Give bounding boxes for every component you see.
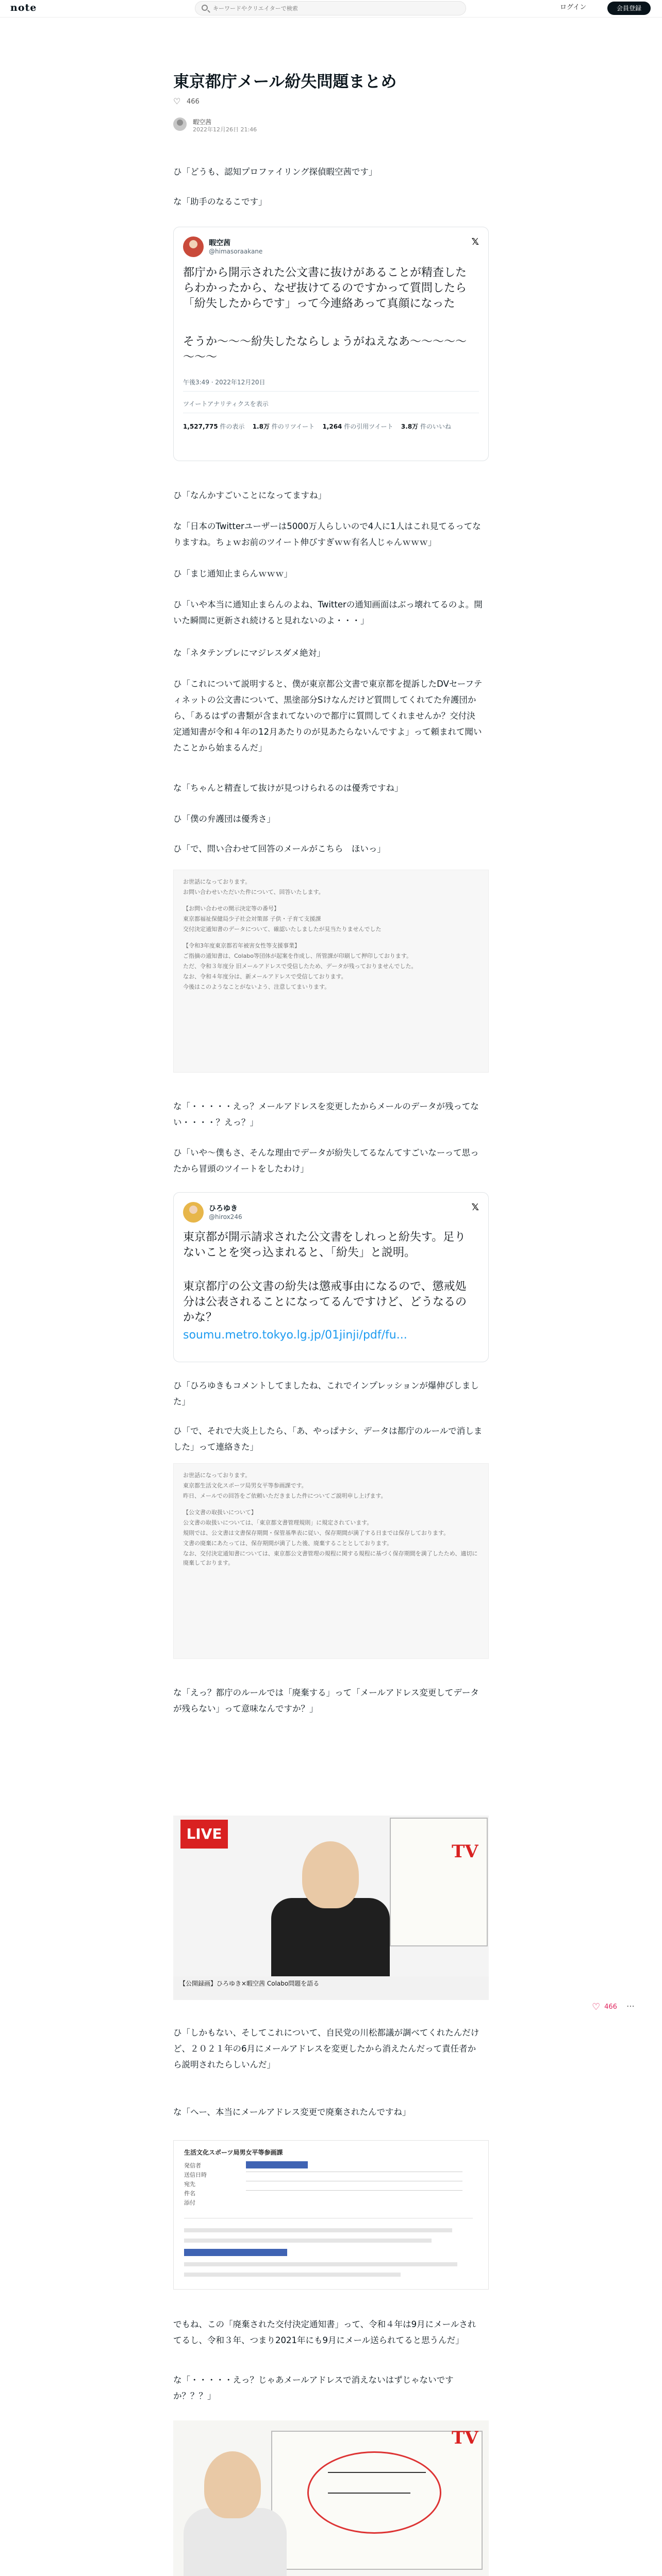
email-line: 【お問い合わせの開示決定等の番号】 bbox=[183, 905, 279, 912]
tweet-text: 都庁から開示された公文書に抜けがあることが精査したらわかったから、なぜ抜けてるのですかって質問したら「紛失したからです」って今連絡あって真顔になった bbox=[183, 266, 467, 310]
video-thumbnail[interactable] bbox=[173, 1805, 489, 2000]
tweet-avatar bbox=[183, 1202, 204, 1223]
redaction-bar bbox=[184, 2249, 287, 2256]
redaction-bar bbox=[246, 2161, 308, 2168]
field-label: 送信日時 bbox=[184, 2172, 207, 2178]
like-label: 件のいいね bbox=[420, 423, 452, 430]
email-line: お世話になっております。 bbox=[183, 1472, 251, 1479]
author-name[interactable]: 暇空茜 bbox=[193, 118, 212, 126]
article-title: 東京都庁メール紛失問題まとめ bbox=[173, 73, 397, 91]
tv-logo: TV bbox=[452, 1841, 478, 1862]
email-line: 東京都生活文化スポーツ局男女平等参画課です。 bbox=[183, 1482, 307, 1489]
publish-date: 2022年12月26日 21:46 bbox=[193, 126, 257, 133]
video-thumbnail[interactable] bbox=[173, 2420, 489, 2576]
tweet-text: 東京都庁の公文書の紛失は懲戒事由になるので、懲戒処分は公表されることになってるんですけど、どうなるのかな？ bbox=[183, 1280, 467, 1324]
tweet-author-name: ひろゆき bbox=[209, 1205, 238, 1213]
quote-count: 1,264 bbox=[322, 423, 342, 430]
live-badge: LIVE bbox=[180, 1820, 228, 1849]
paragraph: ひ「いや本当に通知止まらんのよね、Twitterの通知画面はぶっ壊れてるのよ。開いた瞬間に更新され続けると見れないのよ・・・」 bbox=[173, 600, 483, 625]
tweet-text: そうか～～～紛失したならしょうがねえなあ～～～～～～～～ bbox=[183, 335, 467, 364]
view-label: 件の表示 bbox=[220, 423, 245, 430]
floating-like-bar bbox=[592, 2001, 635, 2012]
heart-icon[interactable] bbox=[173, 98, 180, 104]
paragraph: な「ネタテンプレにマジレスダメ絶対」 bbox=[173, 648, 325, 658]
paragraph: ひ「いや〜僕もさ、そんな理由でデータが紛失してるなんてすごいなーって思ったから冒頭のツイートをしたわけ」 bbox=[173, 1148, 479, 1174]
paragraph: ひ「しかもない、そしてこれについて、自民党の川松都議が調べてくれたんだけど、２０２１年の6月にメールアドレスを変更したから消えたんだって責任者から説明されたらしいんだ」 bbox=[173, 2028, 479, 2070]
tweet-author-name: 暇空茜 bbox=[209, 239, 230, 247]
paragraph: な「・・・・・えっ？メールアドレスを変更したからメールのデータが残ってない・・・・？えっ？」 bbox=[173, 1101, 479, 1127]
tv-logo: TV bbox=[452, 2428, 478, 2448]
tweet-analytics-link[interactable]: ツイートアナリティクスを表示 bbox=[183, 400, 269, 408]
paragraph: な「ちゃんと精査して抜けが見つけられるのは優秀ですね」 bbox=[173, 783, 403, 793]
document-heading: 生活文化スポーツ局男女平等参画課 bbox=[184, 2149, 283, 2156]
signup-button[interactable]: 会員登録 bbox=[607, 2, 651, 15]
email-line: お世話になっております。 bbox=[183, 878, 251, 885]
paragraph: ひ「で、それで大炎上したら、「あ、やっぱナシ、データは都庁のルールで消しました」って連絡きた」 bbox=[173, 1426, 483, 1452]
paragraph: ひ「なんかすごいことになってますね」 bbox=[173, 490, 326, 500]
email-line: なお、令和４年度分は、新メールアドレスで受信しております。 bbox=[183, 973, 347, 980]
paragraph: な「・・・・・えっ？じゃあメールアドレスで消えないはずじゃないですか？？？」 bbox=[173, 2375, 454, 2401]
paragraph: な「へー、本当にメールアドレス変更で廃棄されたんですね」 bbox=[173, 2107, 411, 2117]
retweet-label: 件のリツイート bbox=[271, 423, 315, 430]
email-line: 規則では、公文書は文書保存期間・保管基準表に従い、保存期間が満了する日までは保存しております。 bbox=[183, 1530, 450, 1536]
document-screenshot bbox=[173, 2140, 489, 2290]
paragraph: ひ「ひろゆきもコメントしてましたね、これでインプレッションが爆伸びしました」 bbox=[173, 1381, 479, 1406]
tweet-handle: @himasoraakane bbox=[209, 248, 263, 255]
floating-like-count: 466 bbox=[604, 2003, 617, 2011]
field-label: 添付 bbox=[184, 2199, 195, 2206]
paragraph: ひ「どうも、認知プロファイリング探偵暇空茜です」 bbox=[173, 167, 377, 177]
email-line: お問い合わせいただいた件について、回答いたします。 bbox=[183, 889, 324, 895]
search-box[interactable] bbox=[195, 1, 466, 15]
email-line: 【公文書の取扱いについて】 bbox=[183, 1509, 257, 1516]
paragraph: ひ「これについて説明すると、僕が東京都公文書で東京都を提訴したDVセーフティネットの公文書について、黒塗部分Sけなんだけど質問してくれてた弁護団から、「あるはずの書類が含まれてないので都庁に質問してくれませんか？交付決定通知書が令和４年の12月あたりのが見あたらないんですよ」って頼まれて聞いたことから始まるんだ」 bbox=[173, 679, 483, 753]
email-line: 昨日、メールでの回答をご依頼いただきました件についてご説明申し上げます。 bbox=[183, 1493, 387, 1499]
tweet-avatar bbox=[183, 236, 204, 257]
email-screenshot bbox=[173, 1463, 489, 1659]
search-input[interactable] bbox=[213, 4, 450, 13]
like-count: 466 bbox=[187, 98, 200, 106]
field-label: 宛先 bbox=[184, 2181, 195, 2188]
paragraph: ひ「まじ通知止まらんｗｗｗ」 bbox=[173, 569, 292, 579]
paragraph: な「日本のTwitterユーザーは5000万人らしいので4人に1人はこれ見てるってなりますね。ちょｗお前のツイート伸びすぎｗｗ有名人じゃんｗｗｗ」 bbox=[173, 521, 481, 547]
embedded-tweet[interactable] bbox=[173, 227, 489, 461]
email-line: 文書の廃棄にあたっては、保存期間が満了した後、廃棄することとしております。 bbox=[183, 1540, 393, 1547]
email-line: なお、交付決定通知書については、東京都公文書管理の規程に関する規程に基づく保存期間を満了したため、適切に廃棄しております。 bbox=[183, 1550, 478, 1566]
like-row bbox=[173, 98, 200, 108]
embedded-tweet[interactable] bbox=[173, 1192, 489, 1362]
divider bbox=[183, 391, 479, 392]
presenter-face bbox=[204, 2451, 261, 2518]
paragraph: ひ「僕の弁護団は優秀さ」 bbox=[173, 814, 275, 824]
tweet-timestamp: 午後3:49 · 2022年12月20日 bbox=[183, 379, 266, 386]
heart-icon[interactable]: ♡ bbox=[592, 2002, 601, 2012]
paragraph: でもね、この「廃棄された交付決定通知書」って、令和４年は9月にメールされてるし、令和３年、つまり2021年にも9月にメール送られてると思うんだ」 bbox=[173, 2319, 476, 2345]
tweet-link[interactable]: soumu.metro.tokyo.lg.jp/01jinji/pdf/fu... bbox=[183, 1329, 407, 1342]
email-line: ご指摘の通知書は、Colabo等団体が起案を作成し、所管課が印刷して押印しております。 bbox=[183, 953, 412, 959]
email-line: 東京都福祉保健局少子社会対策部 子供・子育て支援課 bbox=[183, 916, 321, 922]
email-line: 交付決定通知書のデータについて、確認いたしましたが見当たりませんでした bbox=[183, 926, 382, 933]
search-icon bbox=[202, 5, 208, 11]
presenter bbox=[271, 1898, 390, 1976]
login-link[interactable]: ログイン bbox=[560, 4, 587, 11]
paragraph: な「えっ？都庁のルールでは「廃棄する」って「メールアドレス変更してデータが残らない」って意味なんですか？」 bbox=[173, 1688, 479, 1714]
email-line: ただ、令和３年度分 旧メールアドレスで受信したため、データが残っておりませんでした。 bbox=[183, 963, 417, 970]
email-line: 今後はこのようなことがないよう、注意してまいります。 bbox=[183, 984, 330, 990]
video-caption: 【公開録画】ひろゆき×暇空茜 Colabo問題を語る bbox=[173, 1976, 489, 2000]
author-avatar[interactable] bbox=[173, 117, 187, 131]
field-label: 件名 bbox=[184, 2190, 195, 2197]
tweet-text: 東京都が開示請求された公文書をしれっと紛失す。足りないことを突っ込まれると、「紛失」と説明。 bbox=[183, 1231, 466, 1259]
twitter-icon: 𝕏 bbox=[471, 1202, 479, 1213]
more-options-icon[interactable]: ⋯ bbox=[626, 2001, 635, 2011]
email-line: 【令和3年度東京都若年被害女性等支援事業】 bbox=[183, 942, 300, 949]
view-count: 1,527,775 bbox=[183, 423, 218, 430]
presenter-face bbox=[302, 1841, 359, 1908]
email-line: 公文書の取扱いについては、「東京都文書管理規則」に規定されています。 bbox=[183, 1519, 373, 1526]
tweet-stats bbox=[183, 422, 451, 431]
paragraph: な「助手のなるこです」 bbox=[173, 197, 267, 207]
note-logo[interactable]: note bbox=[10, 2, 37, 13]
like-count: 3.8万 bbox=[401, 423, 419, 430]
email-screenshot bbox=[173, 870, 489, 1073]
top-navigation-bar bbox=[0, 0, 662, 18]
whiteboard bbox=[390, 1818, 488, 1946]
retweet-count: 1.8万 bbox=[252, 423, 270, 430]
twitter-icon: 𝕏 bbox=[471, 236, 479, 247]
paragraph: ひ「で、問い合わせて回答のメールがこちら ほいっ」 bbox=[173, 844, 386, 854]
tweet-handle: @hirox246 bbox=[209, 1213, 242, 1221]
document-fields bbox=[184, 2161, 207, 2208]
quote-label: 件の引用ツイート bbox=[344, 423, 393, 430]
field-label: 発信者 bbox=[184, 2162, 201, 2169]
